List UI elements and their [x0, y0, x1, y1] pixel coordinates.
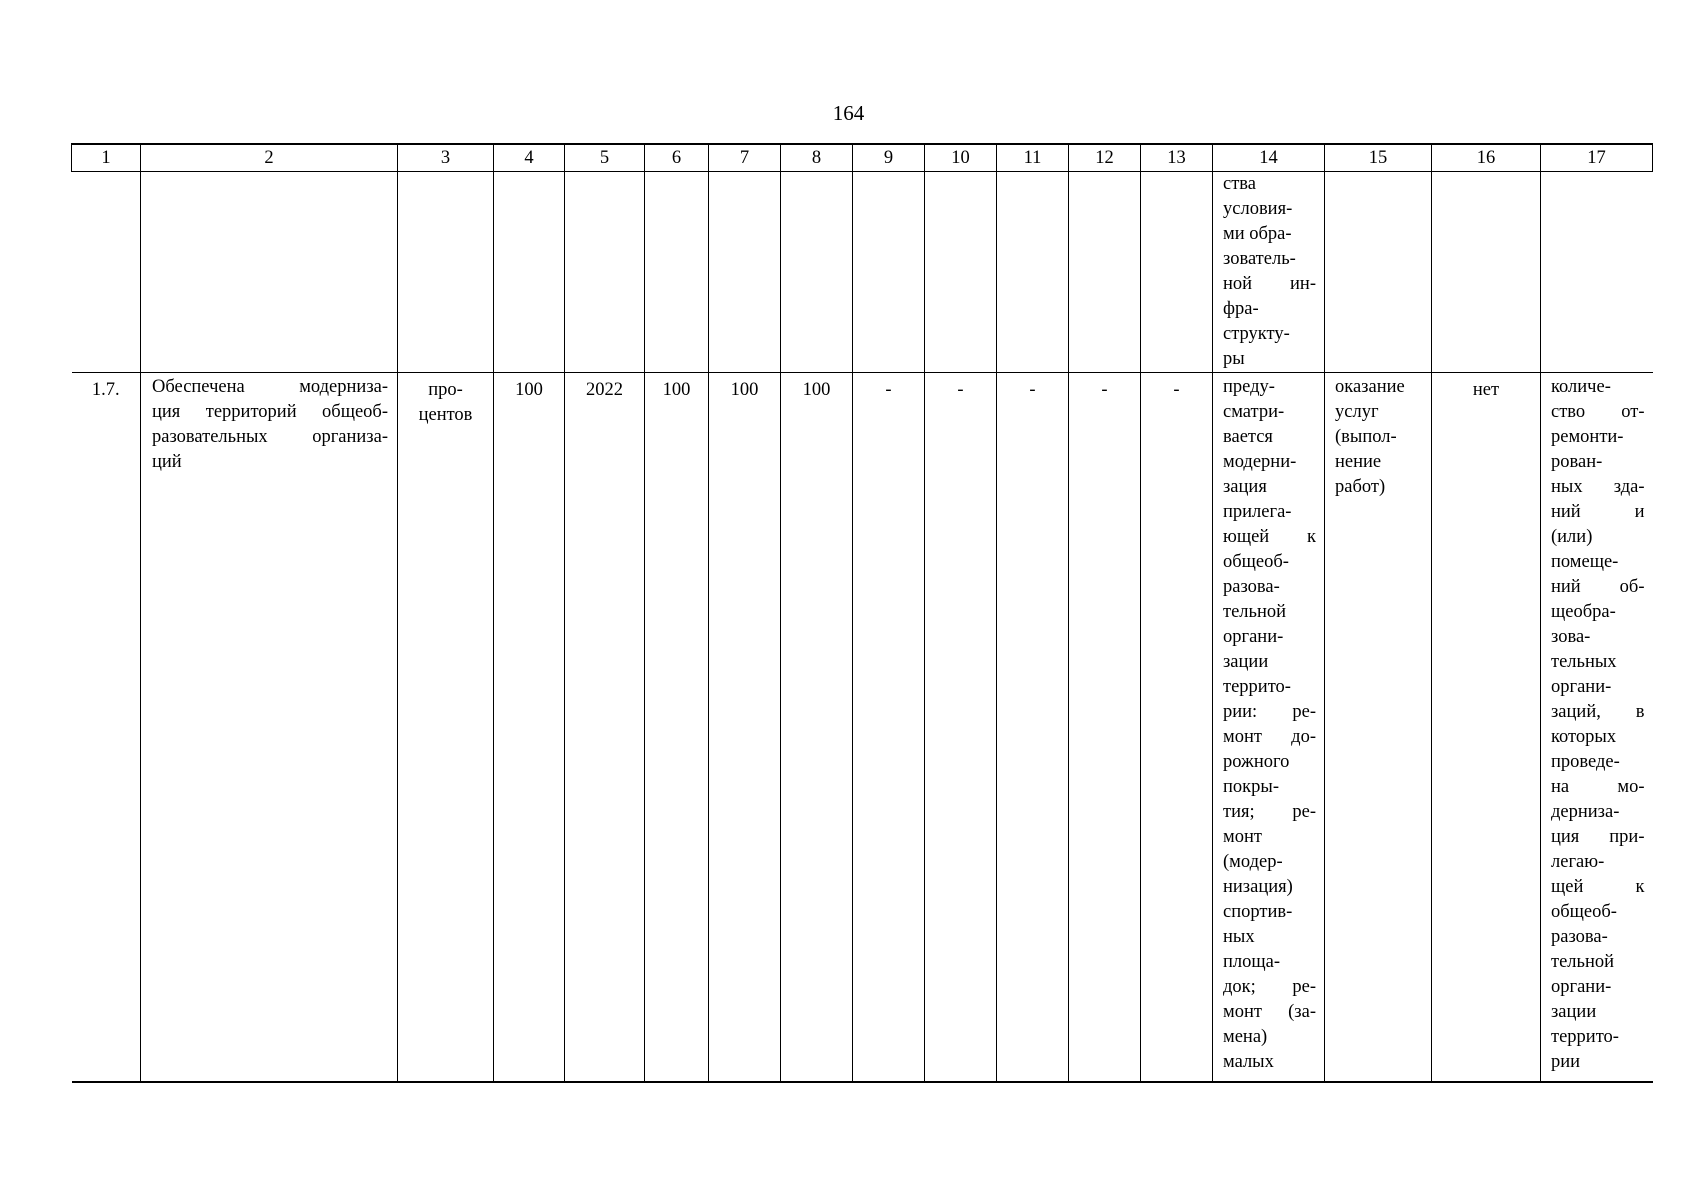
result-description-cell: [1541, 373, 1653, 1083]
text-line: тия; ре-: [1223, 802, 1316, 822]
text-line: проведе-: [1551, 752, 1620, 772]
text-line: ция при-: [1551, 827, 1645, 847]
text-line: ных: [1223, 927, 1255, 947]
text-line: количе-: [1551, 377, 1611, 397]
text-line: покры-: [1223, 777, 1279, 797]
text-line: рии: [1551, 1052, 1581, 1072]
value-cell: -: [853, 373, 925, 1083]
text-line: прилега-: [1223, 502, 1292, 522]
text-line: террито-: [1551, 1027, 1619, 1047]
text-line: зации: [1551, 1002, 1597, 1022]
unit-cell: [398, 373, 494, 1083]
column-header: 5: [565, 144, 645, 172]
table-cell: [141, 172, 398, 373]
text-line: (или): [1551, 527, 1593, 547]
text-line: фра-: [1223, 299, 1259, 319]
text-line: ющей к: [1223, 527, 1316, 547]
text-line: ной ин-: [1223, 274, 1316, 294]
table-row-continuation: [72, 172, 1653, 373]
text-line: сматри-: [1223, 402, 1285, 422]
text-line: легаю-: [1551, 852, 1605, 872]
text-line: разова-: [1551, 927, 1608, 947]
text-line: Обеспечена модерниза-: [152, 377, 388, 397]
text-line: работ): [1335, 477, 1386, 497]
column-header: 6: [645, 144, 709, 172]
text-line: органи-: [1551, 677, 1612, 697]
text-line: ций: [152, 452, 182, 472]
page-number: 164: [832, 101, 865, 125]
text-line: органи-: [1551, 977, 1612, 997]
table-cell: [645, 172, 709, 373]
text-line: на мо-: [1551, 777, 1645, 797]
text-line: услуг: [1335, 402, 1379, 422]
text-line: разова-: [1223, 577, 1280, 597]
text-line: общеоб-: [1223, 552, 1289, 572]
table-cell: [781, 172, 853, 373]
text-line: которых: [1551, 727, 1617, 747]
text-line: дерниза-: [1551, 802, 1620, 822]
text-line: тельных: [1551, 652, 1617, 672]
text-line: ства: [1223, 174, 1256, 194]
table-cell: [997, 172, 1069, 373]
table-row-1-7: [72, 373, 1653, 1083]
value-cell: -: [1069, 373, 1141, 1083]
column-header: 13: [1141, 144, 1213, 172]
text-line: щеобра-: [1551, 602, 1616, 622]
row-number-cell: 1.7.: [72, 373, 141, 1083]
text-line: ство от-: [1551, 402, 1645, 422]
column-header: 8: [781, 144, 853, 172]
measure-type-cell: [1325, 373, 1432, 1083]
table-cell: [709, 172, 781, 373]
table-cell: [1325, 172, 1432, 373]
value-cell: -: [925, 373, 997, 1083]
text-line: рован-: [1551, 452, 1603, 472]
text-line: зователь-: [1223, 249, 1296, 269]
column-header: 1: [72, 144, 141, 172]
year-cell: 2022: [565, 373, 645, 1083]
text-line: рожного: [1223, 752, 1290, 772]
table-cell: [1432, 172, 1541, 373]
value-cell: 100: [645, 373, 709, 1083]
text-line: ры: [1223, 349, 1245, 369]
continuation-text-cell: [1213, 172, 1325, 373]
column-number-header-row: [72, 144, 1653, 172]
text-line: (модер-: [1223, 852, 1283, 872]
table-cell: [1541, 172, 1653, 373]
text-line: условия-: [1223, 199, 1293, 219]
table-cell: [1069, 172, 1141, 373]
text-line: низация): [1223, 877, 1293, 897]
text-line: щей к: [1551, 877, 1645, 897]
text-line: рии: ре-: [1223, 702, 1316, 722]
text-line: монт (за-: [1223, 1002, 1316, 1022]
table-cell: [925, 172, 997, 373]
table-cell: [853, 172, 925, 373]
value-cell: -: [1141, 373, 1213, 1083]
text-line: разовательных организа-: [152, 427, 388, 447]
text-line: нение: [1335, 452, 1382, 472]
text-line: органи-: [1223, 627, 1284, 647]
text-line: монт до-: [1223, 727, 1316, 747]
text-line: зации: [1223, 652, 1269, 672]
text-line: (выпол-: [1335, 427, 1397, 447]
text-line: зация: [1223, 477, 1267, 497]
text-line: малых: [1223, 1052, 1274, 1072]
column-header: 4: [494, 144, 565, 172]
text-line: площа-: [1223, 952, 1280, 972]
column-header: 17: [1541, 144, 1653, 172]
column-header: 2: [141, 144, 398, 172]
text-line: ремонти-: [1551, 427, 1624, 447]
text-line: тельной: [1223, 602, 1287, 622]
text-line: док; ре-: [1223, 977, 1316, 997]
column-header: 10: [925, 144, 997, 172]
table-cell: [494, 172, 565, 373]
text-line: ция территорий общеоб-: [152, 402, 388, 422]
column-header: 3: [398, 144, 494, 172]
table-cell: [565, 172, 645, 373]
text-line: ний и: [1551, 502, 1645, 522]
text-line: оказание: [1335, 377, 1405, 397]
text-line: спортив-: [1223, 902, 1293, 922]
text-line: зова-: [1551, 627, 1591, 647]
table-cell: [72, 172, 141, 373]
text-line: центов: [418, 405, 473, 425]
column-header: 14: [1213, 144, 1325, 172]
value-cell: -: [997, 373, 1069, 1083]
text-line: про-: [428, 380, 463, 400]
table-cell: [398, 172, 494, 373]
description-cell: [1213, 373, 1325, 1083]
text-line: структу-: [1223, 324, 1290, 344]
value-cell: 100: [709, 373, 781, 1083]
text-line: преду-: [1223, 377, 1275, 397]
text-line: ний об-: [1551, 577, 1645, 597]
column-header: 12: [1069, 144, 1141, 172]
column-header: 15: [1325, 144, 1432, 172]
column-header: 11: [997, 144, 1069, 172]
flag-cell: нет: [1432, 373, 1541, 1083]
text-line: ми обра-: [1223, 224, 1292, 244]
text-line: заций, в: [1551, 702, 1645, 722]
text-line: монт: [1223, 827, 1262, 847]
text-line: тельной: [1551, 952, 1615, 972]
column-header: 7: [709, 144, 781, 172]
programme-table: [71, 143, 1653, 1083]
indicator-name-cell: [141, 373, 398, 1083]
text-line: модерни-: [1223, 452, 1297, 472]
text-line: ных зда-: [1551, 477, 1645, 497]
value-cell: 100: [494, 373, 565, 1083]
text-line: помеще-: [1551, 552, 1619, 572]
text-line: террито-: [1223, 677, 1291, 697]
column-header: 16: [1432, 144, 1541, 172]
text-line: вается: [1223, 427, 1273, 447]
text-line: общеоб-: [1551, 902, 1617, 922]
text-line: мена): [1223, 1027, 1268, 1047]
column-header: 9: [853, 144, 925, 172]
table-cell: [1141, 172, 1213, 373]
value-cell: 100: [781, 373, 853, 1083]
